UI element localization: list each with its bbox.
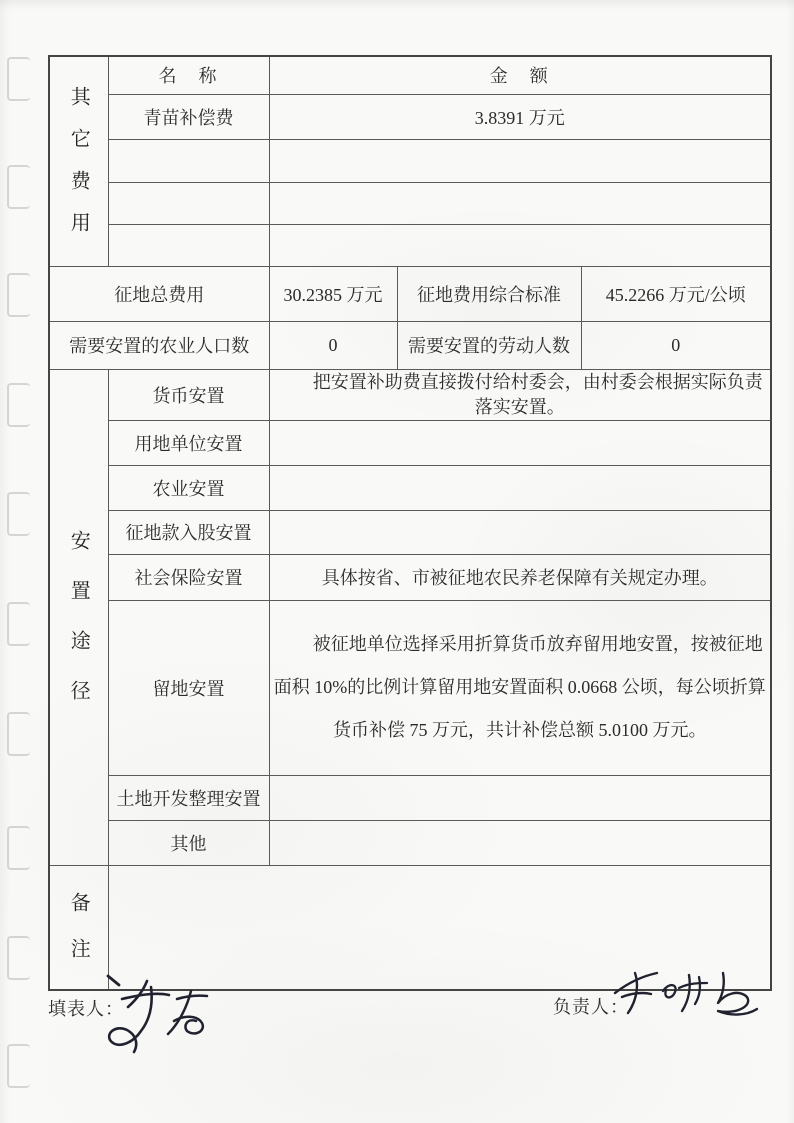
binding-hole-mark — [7, 936, 30, 980]
agri-population-label: 需要安置的农业人口数 — [49, 321, 269, 369]
binding-hole-mark — [7, 712, 30, 756]
other-resettlement-content — [269, 820, 771, 865]
binding-hole-mark — [7, 826, 30, 870]
form-filler-label: 填表人： — [48, 999, 124, 1019]
reserved-land-resettlement-content: 被征地单位选择采用折算货币放弃留用地安置，按被征地面积 10%的比例计算留用地安置面积 0.0668 公顷，每公顷折算货币补偿 75 万元，共计补偿总额 5.0100 万元。 — [269, 600, 771, 775]
fee-name-empty-3 — [108, 224, 269, 266]
total-cost-value: 30.2385 万元 — [269, 266, 397, 321]
social-insurance-resettlement-content: 具体按省、市被征地农民养老保障有关规定办理。 — [269, 554, 771, 600]
remarks-section-cell — [49, 865, 108, 990]
binding-hole-mark — [7, 165, 30, 209]
col-header-name: 名 称 — [108, 56, 269, 94]
land-user-resettlement-content — [269, 420, 771, 465]
agricultural-resettlement-content — [269, 465, 771, 510]
monetary-resettlement-label: 货币安置 — [108, 369, 269, 420]
other-resettlement-label: 其他 — [108, 820, 269, 865]
other-fees-section-label: 其它费用 — [67, 85, 90, 254]
social-insurance-resettlement-label: 社会保险安置 — [108, 554, 269, 600]
fee-amount-crop-compensation: 3.8391 万元 — [269, 94, 771, 139]
other-fees-section-cell — [49, 56, 108, 266]
total-cost-label: 征地总费用 — [49, 266, 269, 321]
land-development-resettlement-content — [269, 775, 771, 820]
labor-count-label: 需要安置的劳动人数 — [397, 321, 581, 369]
equity-resettlement-content — [269, 510, 771, 554]
fee-amount-empty-2 — [269, 182, 771, 224]
land-user-resettlement-label: 用地单位安置 — [108, 420, 269, 465]
fee-amount-empty-3 — [269, 224, 771, 266]
responsible-person-label: 负责人： — [553, 997, 629, 1017]
binding-hole-mark — [7, 602, 30, 646]
resettlement-section-cell — [49, 369, 108, 865]
fee-name-empty-1 — [108, 139, 269, 182]
comprehensive-standard-label: 征地费用综合标准 — [397, 266, 581, 321]
remarks-section-label: 备注 — [67, 891, 90, 984]
monetary-resettlement-content: 把安置补助费直接拨付给村委会，由村委会根据实际负责落实安置。 — [269, 369, 771, 420]
labor-count-value: 0 — [581, 321, 771, 369]
agricultural-resettlement-label: 农业安置 — [108, 465, 269, 510]
fee-name-crop-compensation: 青苗补偿费 — [108, 94, 269, 139]
binding-hole-mark — [7, 383, 30, 427]
fee-amount-empty-1 — [269, 139, 771, 182]
land-development-resettlement-label: 土地开发整理安置 — [108, 775, 269, 820]
binding-hole-mark — [7, 57, 30, 101]
equity-resettlement-label: 征地款入股安置 — [108, 510, 269, 554]
comprehensive-standard-value: 45.2266 万元/公顷 — [581, 266, 771, 321]
fee-name-empty-2 — [108, 182, 269, 224]
agri-population-value: 0 — [269, 321, 397, 369]
land-compensation-form-table — [48, 55, 772, 991]
col-header-amount: 金 额 — [269, 56, 771, 94]
binding-hole-mark — [7, 492, 30, 536]
resettlement-section-label: 安置途径 — [67, 529, 90, 730]
reserved-land-resettlement-label: 留地安置 — [108, 600, 269, 775]
remarks-content — [108, 865, 771, 990]
binding-hole-mark — [7, 1044, 30, 1088]
binding-hole-mark — [7, 273, 30, 317]
